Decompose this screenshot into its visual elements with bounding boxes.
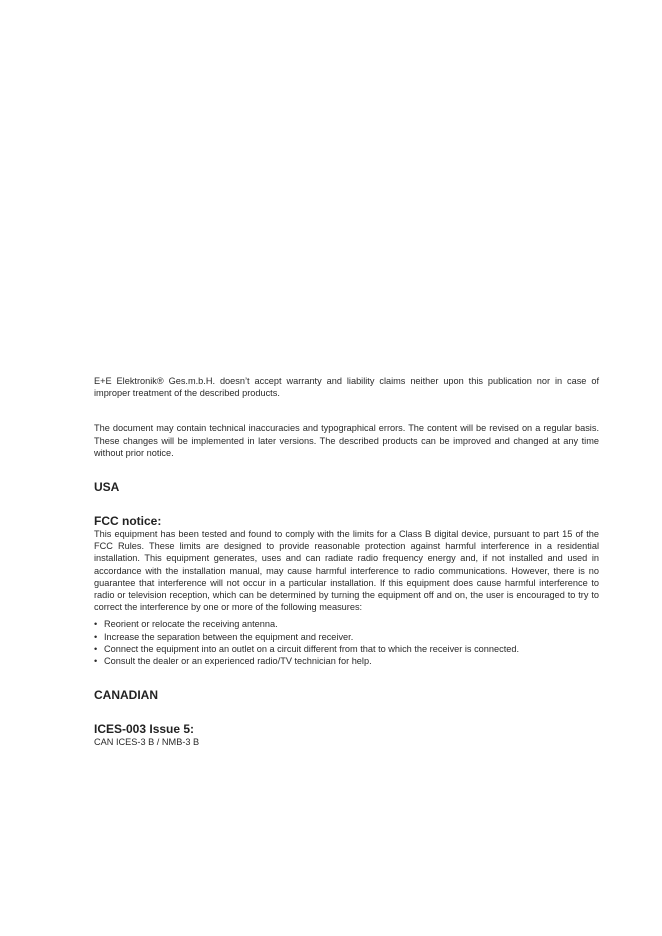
fcc-notice-text: This equipment has been tested and found to comply with the limits for a Class B digital device, pursuant to part 15 of the FCC Rules. These limits are designed to provide reasonable protection against harmful interference in a residential installation. This equipment generates, uses and can radiate radio frequency energy and, if not installed and used in accordance with the installation manual, may cause harmful interference to radio communications. However, there is no guarantee that interference will not occur in a particular installation. If this equipment does cause harmful interference to radio or television reception, which can be determined by turning the equipment off and on, the user is encouraged to try to correct the interference by one or more of the following measures: — [94, 529, 599, 613]
list-item — [94, 631, 599, 643]
list-item — [94, 643, 599, 655]
legal-notice-block — [94, 375, 599, 748]
measure-text: Reorient or relocate the receiving antenna. — [104, 619, 278, 630]
measure-text: Increase the separation between the equipment and receiver. — [104, 631, 354, 642]
inaccuracies-disclaimer: The document may contain technical inaccuracies and typographical errors. The content will be revised on a regular basis. These changes will be implemented in later versions. The described products can be improved and changed at any time without prior notice. — [94, 423, 599, 458]
bullet-icon: • — [94, 656, 98, 667]
list-item — [94, 655, 599, 667]
warranty-disclaimer: E+E Elektronik® Ges.m.b.H. doesn’t accept warranty and liability claims neither upon this publication nor in case of improper treatment of the described products. — [94, 376, 599, 399]
fcc-measures-list — [94, 618, 599, 667]
ices-heading: ICES-003 Issue 5: — [94, 722, 195, 737]
measure-text: Connect the equipment into an outlet on a circuit different from that to which the receiver is connected. — [104, 643, 520, 654]
bullet-icon: • — [94, 643, 98, 654]
ices-text: CAN ICES-3 B / NMB-3 B — [94, 737, 200, 748]
list-item — [94, 618, 599, 630]
measure-text: Consult the dealer or an experienced radio/TV technician for help. — [104, 656, 372, 667]
fcc-notice-heading: FCC notice: — [94, 514, 162, 529]
usa-heading: USA — [94, 480, 120, 495]
canadian-heading: CANADIAN — [94, 688, 158, 703]
bullet-icon: • — [94, 619, 98, 630]
bullet-icon: • — [94, 631, 98, 642]
